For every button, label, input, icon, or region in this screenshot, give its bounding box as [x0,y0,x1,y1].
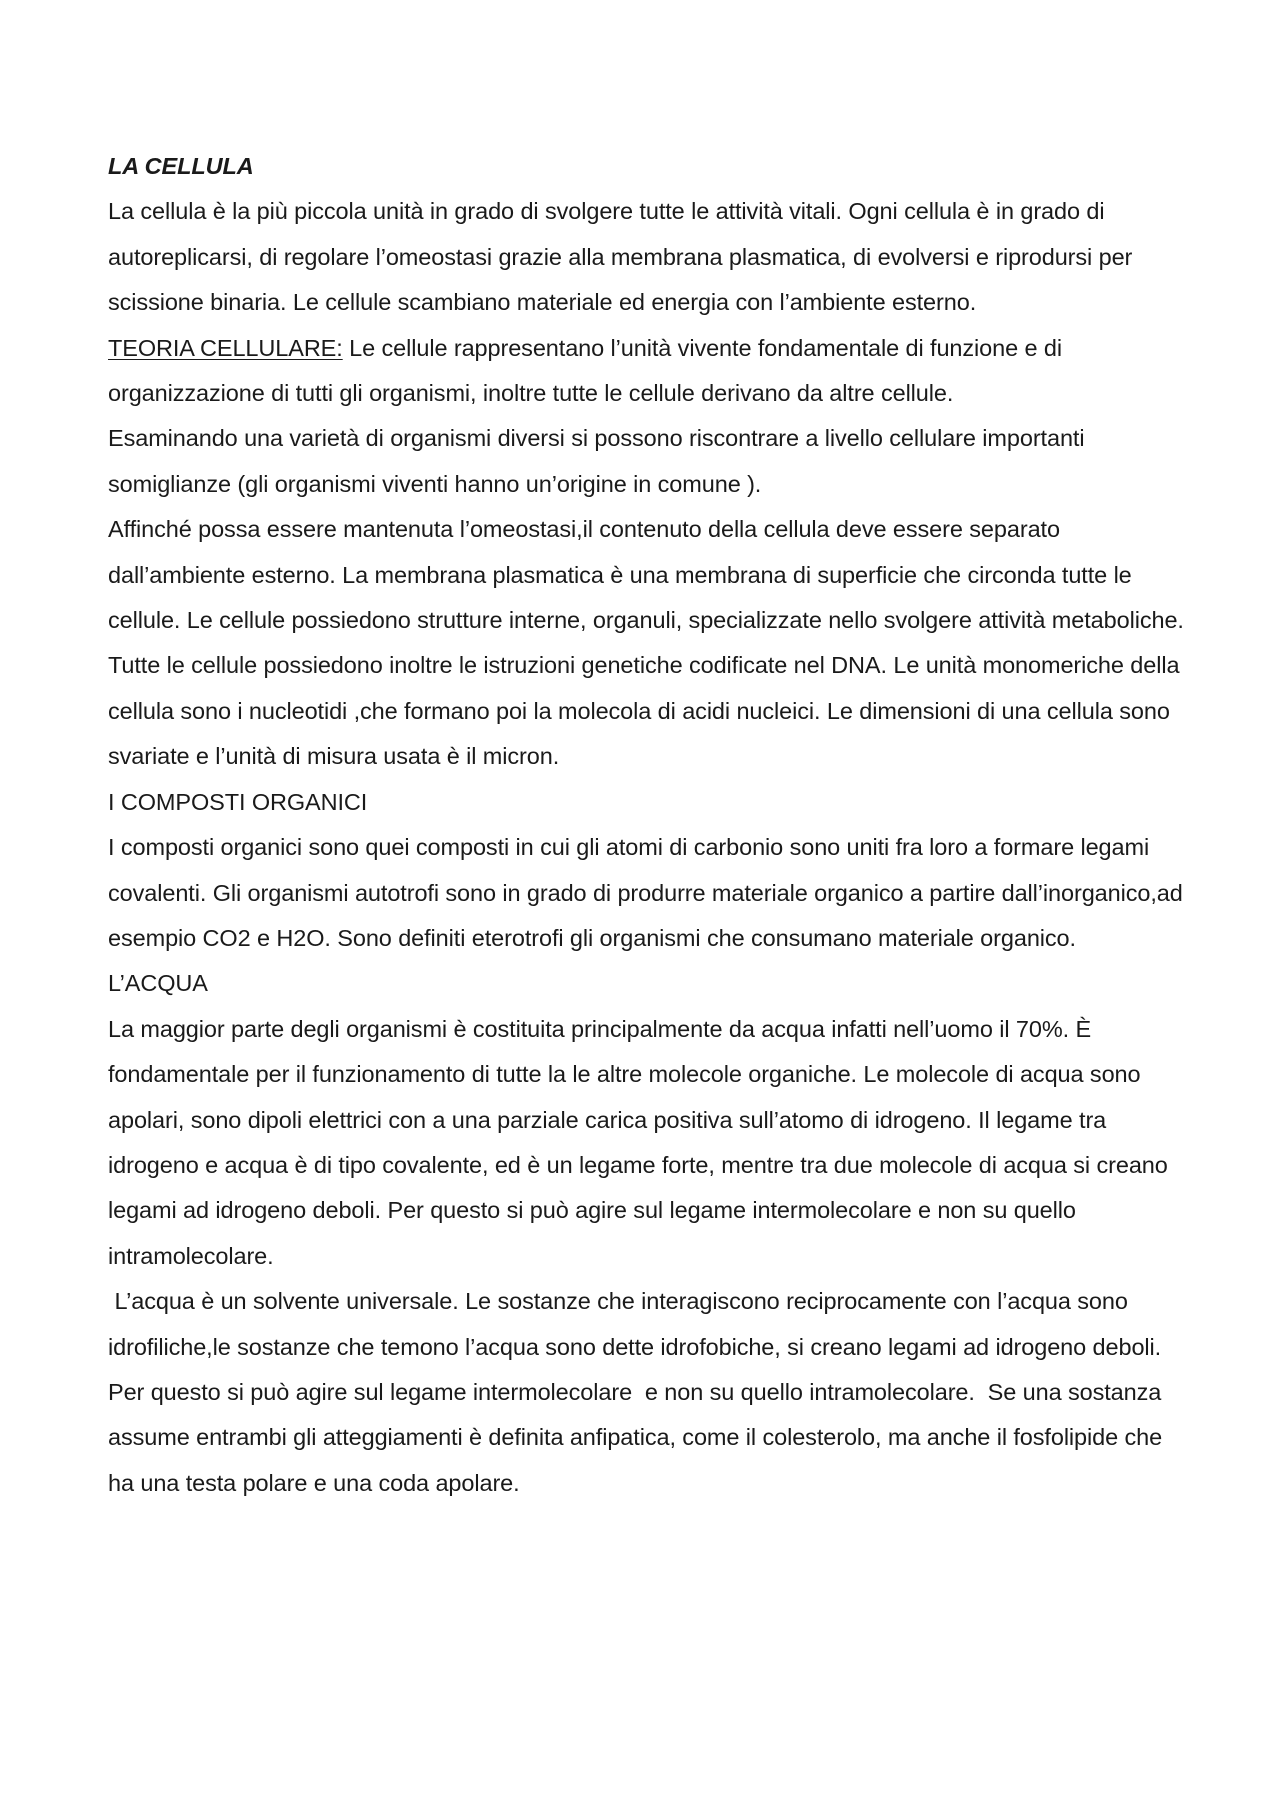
document-body [108,144,1188,1506]
document-title: LA CELLULA [108,153,254,179]
variety-paragraph: Esaminando una varietà di organismi diversi si possono riscontrare a livello cellulare importanti somiglianze (gli organismi viventi hanno un’origine in comune ). [108,425,1085,497]
intro-paragraph: La cellula è la più piccola unità in grado di svolgere tutte le attività vitali. Ogni cellula è in grado di autoreplicarsi, di regolare l’omeostasi grazie alla membrana plasmatica, di evolversi e riprodursi per scissione binaria. Le cellule scambiano materiale ed energia con l’ambiente esterno. [108,198,1133,316]
water-heading: L’ACQUA [108,970,208,997]
water-paragraph: La maggior parte degli organismi è costituita principalmente da acqua infatti nell’uomo il 70%. È fondamentale per il funzionamento di tutte la le altre molecole organiche. Le molecole di acqua sono apolari, sono dipoli elettrici con a una parziale carica positiva sull’atomo di idrogeno. Il legame tra idrogeno e acqua è di tipo covalente, ed è un legame forte, mentre tra due molecole di acqua si creano legami ad idrogeno deboli. Per questo si può agire sul legame intermolecolare e non su quello intramolecolare. [108,1015,1168,1269]
solvent-paragraph: L’acqua è un solvente universale. Le sostanze che interagiscono reciprocamente con l’acqua sono idrofiliche,le sostanze che temono l’acqua sono dette idrofobiche, si creano legami ad idrogeno deboli. Per questo si può agire sul legame intermolecolare e non su quello intramolecolare. Se una sostanza assume entrambi gli atteggiamenti è definita anfipatica, come il colesterolo, ma anche il fosfolipide che ha una testa polare e una coda apolare. [108,1288,1169,1496]
theory-text: Le cellule rappresentano l’unità vivente fondamentale di funzione e di organizzazione di tutti gli organismi, inoltre tutte le cellule derivano da altre cellule. [108,334,1062,407]
organic-heading: I COMPOSTI ORGANICI [108,788,368,815]
membrane-paragraph: Affinché possa essere mantenuta l’omeostasi,il contenuto della cellula deve essere separato dall’ambiente esterno. La membrana plasmatica è una membrana di superficie che circonda tutte le cellule. Le cellule possiedono strutture interne, organuli, specializzate nello svolgere attività metaboliche. Tutte le cellule possiedono inoltre le istruzioni genetiche codificate nel DNA. Le unità monomeriche della cellula sono i nucleotidi ,che formano poi la molecola di acidi nucleici. Le dimensioni di una cellula sono svariate e l’unità di misura usata è il micron. [108,516,1184,770]
theory-label: TEORIA CELLULARE: [108,334,343,361]
theory-paragraph [108,326,1188,417]
organic-paragraph: I composti organici sono quei composti in cui gli atomi di carbonio sono uniti fra loro a formare legami covalenti. Gli organismi autotrofi sono in grado di produrre materiale organico a partire dall’inorganico,ad esempio CO2 e H2O. Sono definiti eterotrofi gli organismi che consumano materiale organico. [108,834,1183,951]
